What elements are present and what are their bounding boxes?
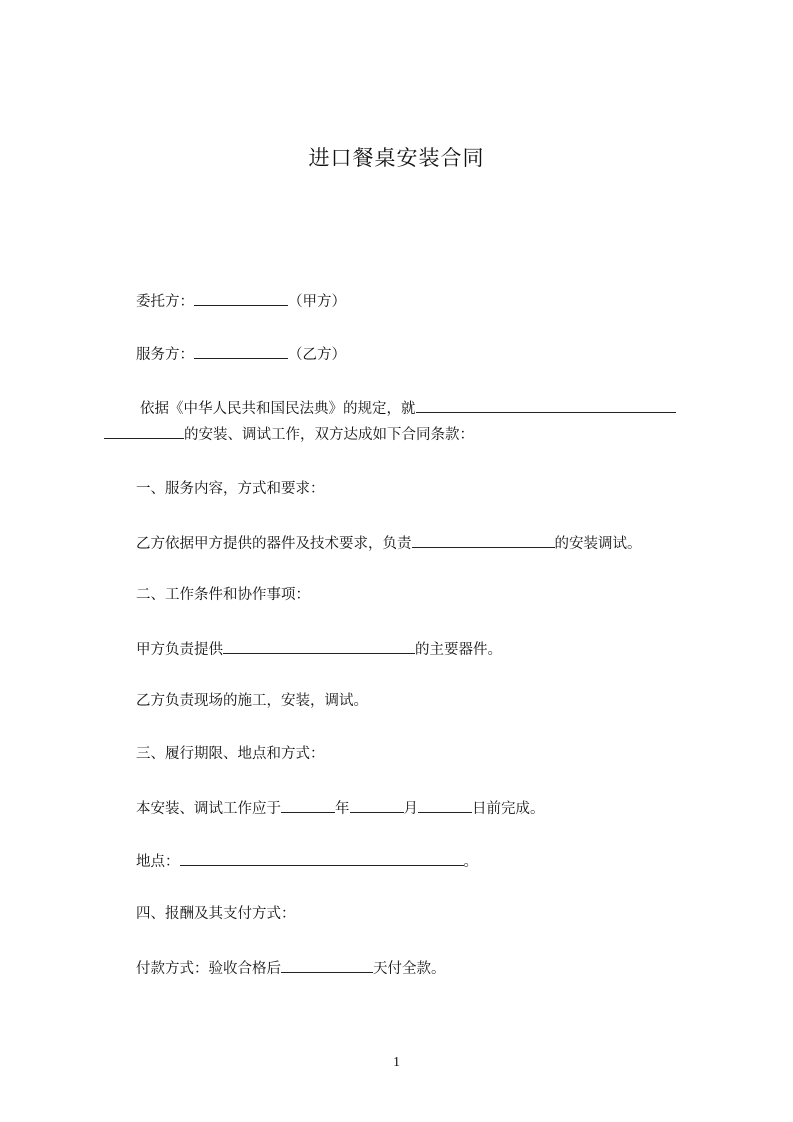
provider-label: 服务方： xyxy=(136,347,194,363)
client-label: 委托方： xyxy=(136,294,194,310)
install-item-blank[interactable] xyxy=(412,533,555,548)
month-label: 月 xyxy=(403,801,418,817)
provider-suffix: （乙方） xyxy=(288,347,346,363)
page-title: 进口餐桌安装合同 xyxy=(308,146,485,170)
section-2-heading: 二、工作条件和协作事项： xyxy=(136,587,310,603)
project-blank-1[interactable] xyxy=(416,398,676,413)
location-blank[interactable] xyxy=(180,851,464,866)
section-4-heading: 四、报酬及其支付方式： xyxy=(136,906,296,922)
location-line xyxy=(136,851,478,872)
section-1-suffix: 的安装调试。 xyxy=(554,536,642,552)
intro-text-2: 的安装、调试工作，双方达成如下合同条款： xyxy=(184,427,474,443)
payment-days-blank[interactable] xyxy=(281,958,373,973)
day-blank[interactable] xyxy=(418,798,472,813)
client-suffix: （甲方） xyxy=(288,294,346,310)
deadline-line xyxy=(136,798,545,819)
provider-line xyxy=(136,344,346,365)
section-1-heading: 一、服务内容，方式和要求： xyxy=(136,481,325,497)
section-2-item-2: 乙方负责现场的施工，安装，调试。 xyxy=(136,693,368,709)
payment-line xyxy=(136,958,446,979)
year-label: 年 xyxy=(335,801,350,817)
section-3-heading: 三、履行期限、地点和方式： xyxy=(136,746,325,762)
intro-line-1 xyxy=(140,398,676,419)
payment-suffix: 天付全款。 xyxy=(373,961,446,977)
month-blank[interactable] xyxy=(350,798,404,813)
provider-name-blank[interactable] xyxy=(194,344,288,359)
section-2-item-1-suffix: 的主要器件。 xyxy=(415,642,502,658)
location-label: 地点： xyxy=(136,854,180,870)
section-1-text xyxy=(136,533,642,554)
payment-prefix: 付款方式：验收合格后 xyxy=(136,961,281,977)
section-2-item-1-prefix: 甲方负责提供 xyxy=(136,642,223,658)
client-name-blank[interactable] xyxy=(194,291,288,306)
location-suffix: 。 xyxy=(463,854,478,870)
deadline-prefix: 本安装、调试工作应于 xyxy=(136,801,281,817)
day-suffix: 日前完成。 xyxy=(472,801,545,817)
components-blank[interactable] xyxy=(223,639,415,654)
intro-line-2 xyxy=(104,424,474,445)
section-2-item-1 xyxy=(136,639,502,660)
section-1-prefix: 乙方依据甲方提供的器件及技术要求，负责 xyxy=(136,536,412,552)
page-number: 1 xyxy=(393,1055,400,1070)
project-blank-2[interactable] xyxy=(104,424,184,439)
intro-text: 依据《中华人民共和国民法典》的规定，就 xyxy=(140,401,416,417)
year-blank[interactable] xyxy=(281,798,335,813)
client-line xyxy=(136,291,346,312)
